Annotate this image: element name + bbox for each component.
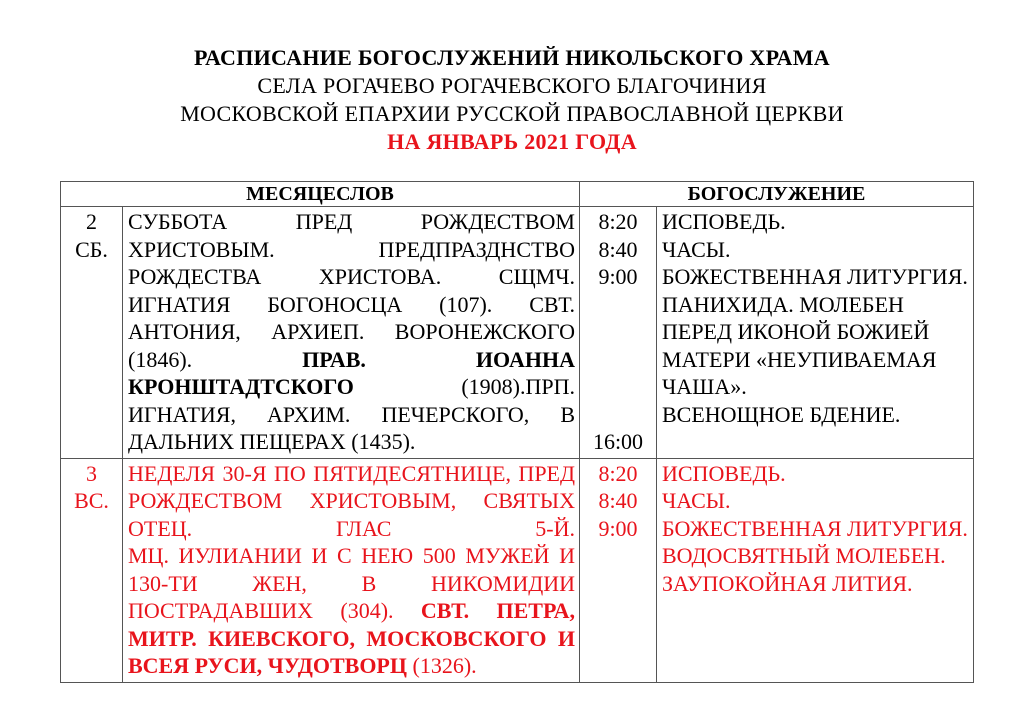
service-time: 9:00 (598, 515, 638, 541)
calendar-description (123, 207, 580, 459)
service-item: ЧАСЫ. (662, 236, 731, 262)
service-item: ИСПОВЕДЬ. (662, 209, 786, 234)
service-item: БОЖЕСТВЕННАЯ ЛИТУРГИЯ. (662, 515, 968, 541)
service-time: 8:40 (598, 488, 638, 513)
column-header-calendar: МЕСЯЦЕСЛОВ (61, 182, 580, 207)
table-row (61, 207, 974, 459)
header-title: РАСПИСАНИЕ БОГОСЛУЖЕНИЙ НИКОЛЬСКОГО ХРАМА (194, 45, 830, 70)
schedule-table (60, 181, 974, 683)
service-item: ЗАУПОКОЙНАЯ ЛИТИЯ. (662, 570, 913, 596)
date-number: 2 (86, 209, 97, 234)
header-subtitle-village: СЕЛА РОГАЧЕВО РОГАЧЕВСКОГО БЛАГОЧИНИЯ (257, 73, 767, 98)
calendar-text (128, 542, 575, 680)
calendar-text (128, 208, 575, 456)
table-row (61, 458, 974, 682)
time-cell (580, 207, 657, 459)
service-item: ПАНИХИДА. МОЛЕБЕН ПЕРЕД ИКОНОЙ БОЖИЕЙ МАТЕРИ «НЕУПИВАЕМАЯ ЧАША». (662, 291, 937, 399)
weekday: ВС. (74, 488, 109, 513)
calendar-description (123, 458, 580, 682)
header-month: НА ЯНВАРЬ 2021 ГОДА (387, 129, 637, 154)
calendar-saint-bold: СВТ. ПЕТРА, МИТР. КИЕВСКОГО, МОСКОВСКОГО И ВСЕЯ РУСИ, ЧУДОТВОРЦ (128, 598, 575, 678)
service-item: ЧАСЫ. (662, 488, 731, 513)
calendar-text: НЕДЕЛЯ 30-Я ПО ПЯТИДЕСЯТНИЦЕ, ПРЕД РОЖДЕСТВОМ ХРИСТОВЫМ, СВЯТЫХ ОТЕЦ. ГЛАС 5-Й. (128, 460, 575, 541)
table-header-row (61, 182, 974, 207)
service-time: 8:40 (598, 236, 638, 262)
column-header-service: БОГОСЛУЖЕНИЕ (580, 182, 974, 207)
weekday: СБ. (75, 236, 108, 262)
service-time: 9:00 (598, 264, 638, 289)
service-time: 8:20 (598, 209, 638, 234)
time-cell (580, 458, 657, 682)
service-item: ИСПОВЕДЬ. (662, 460, 786, 486)
service-cell (657, 207, 974, 459)
calendar-saint-bold: ПРАВ. ИОАННА КРОНШТАДТСКОГО (128, 346, 575, 399)
calendar-text-part: СУББОТА ПРЕД РОЖДЕСТВОМ ХРИСТОВЫМ. ПРЕДПРАЗДНСТВО РОЖДЕСТВА ХРИСТОВА. СЩМЧ. ИГНАТИЯ БОГОНОСЦА (107). СВТ. АНТОНИЯ, АРХИЕП. ВОРОНЕЖСКОГО (1846). (128, 209, 575, 372)
service-cell (657, 458, 974, 682)
service-item: ВОДОСВЯТНЫЙ МОЛЕБЕН. (662, 543, 946, 568)
header-subtitle-diocese: МОСКОВСКОЙ ЕПАРХИИ РУССКОЙ ПРАВОСЛАВНОЙ ЦЕРКВИ (180, 101, 844, 126)
service-item: БОЖЕСТВЕННАЯ ЛИТУРГИЯ. (662, 264, 968, 289)
document-header (0, 44, 1024, 156)
service-item: ВСЕНОЩНОЕ БДЕНИЕ. (662, 401, 901, 427)
calendar-text-part: (1326). (412, 653, 477, 678)
service-time: 8:20 (598, 460, 638, 486)
date-cell (61, 207, 123, 459)
calendar-text-part: МЦ. ИУЛИАНИИ И С НЕЮ 500 МУЖЕЙ И 130-ТИ ЖЕН, В НИКОМИДИИ ПОСТРАДАВШИХ (304). (128, 543, 575, 623)
date-number: 3 (86, 460, 97, 486)
date-cell (61, 458, 123, 682)
service-time: 16:00 (592, 429, 644, 454)
calendar-text-part: (1908).ПРП. ИГНАТИЯ, АРХИМ. ПЕЧЕРСКОГО, В ДАЛЬНИХ ПЕЩЕРАХ (1435). (128, 374, 575, 454)
